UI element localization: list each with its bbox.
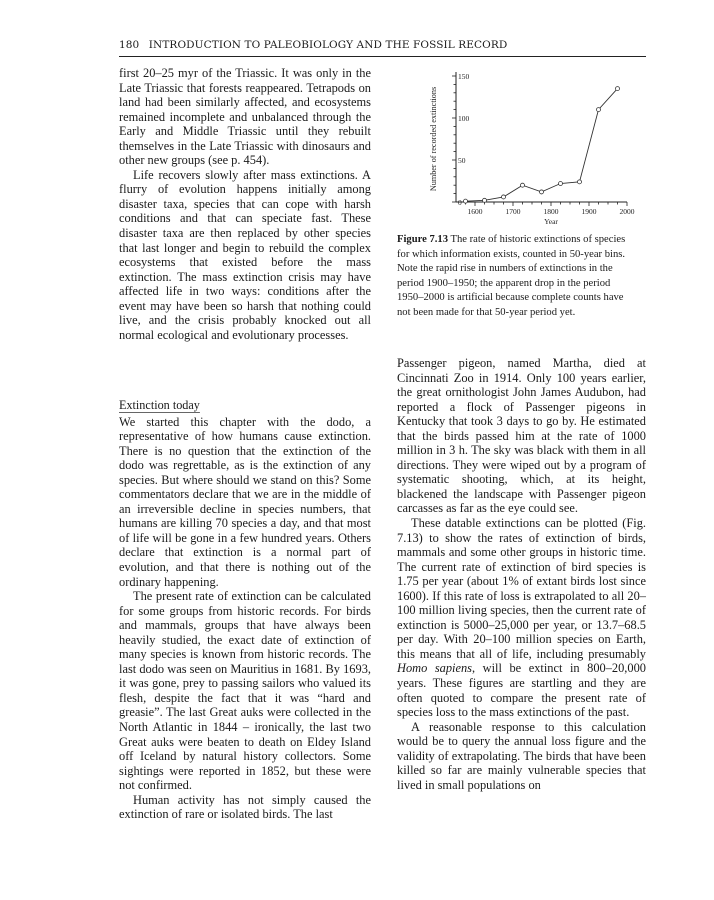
x-tick-label: 1700: [505, 207, 521, 216]
data-point: [559, 182, 563, 186]
y-tick-label: 50: [458, 156, 466, 165]
paragraph: first 20–25 myr of the Triassic. It was only in the Late Triassic that forests reappeared. Tetrapods on land had been similarly affected, and ecosystems remained incomplete and unbalanced through the Early and Middle Triassic until they rebuilt themselves in the Late Triassic with dinosaurs and other new groups (see p. 454).: [119, 66, 371, 168]
left-column-top: [119, 66, 371, 342]
paragraph: The present rate of extinction can be calculated for some groups from historic records. For birds and mammals, groups that have always been heavily studied, the exact date of extinction of many species is known from historic records. The last dodo was seen on Mauritius in 1681. By 1693, it was gone, prey to passing sailors who valued its flesh, despite the fact that it was “hard and greasie”. The last Great auks were collected in the North Atlantic in 1844 – ironically, the last two Great auks were beaten to death on Eldey Island off Iceland by natural history collectors. Some sightings were reported in 1852, but these were not confirmed.: [119, 589, 371, 793]
data-point: [464, 199, 468, 203]
x-tick-label: 1600: [467, 207, 483, 216]
section-heading: Extinction today: [119, 398, 200, 412]
page-number: 180: [119, 39, 140, 51]
x-axis-label: Year: [544, 217, 558, 226]
italic-species-name: Homo sapiens: [397, 661, 472, 676]
paragraph-text: These datable extinctions can be plotted (Fig. 7.13) to show the rates of extinction of birds, mammals and some other groups in historic time. The current rate of extinction of bird species is 1.75 per year (about 1% of extant birds lost since 1600). If this rate of loss is extrapolated to all 20–100 million living species, then the current rate of extinction is 5000–25,000 per year, or 13.7–68.5 per day. With 20–100 million species on Earth, this means that all of life, including presumably: [397, 516, 646, 661]
data-point: [502, 195, 506, 199]
y-tick-label: 0: [458, 198, 462, 207]
y-tick-label: 150: [458, 72, 470, 81]
series-line: [466, 89, 618, 202]
x-tick-label: 2000: [619, 207, 635, 216]
paragraph: We started this chapter with the dodo, a representative of how humans cause extinction. There is no question that the extinction of the dodo was regrettable, as is the extinction of any species. But where should we stand on this? Some commentators declare that we are in the middle of an irreversible decline in species numbers, that humans are killing 70 species a day, and that most of life will be gone in a few hundred years. Others declare that extinction is a normal part of evolution, and that there is nothing out of the ordinary happening.: [119, 414, 371, 589]
data-point: [597, 108, 601, 112]
paragraph-text: , will be extinct in 800–20,000 years. These figures are startling and they are often quoted to compare the present rate of species loss to the mass extinctions of the past.: [397, 661, 646, 720]
header-rule: [119, 56, 646, 57]
chart-svg: [427, 66, 635, 226]
data-point: [540, 190, 544, 194]
figure-caption: [397, 233, 639, 321]
right-column: [397, 356, 646, 792]
paragraph: Passenger pigeon, named Martha, died at Cincinnati Zoo in 1914. Only 100 years earlier, the great ornithologist John James Audubon, had reported a flock of Passenger pigeons in Kentucky that took 3 days to go by. He estimated that the birds passed him at the rate of 1000 million in 3 h. The sky was black with them in all directions. They were wiped out by a program of systematic shooting, which, at its height, blackened the landscape with Passenger pigeon carcasses as far as the eye could see.: [397, 356, 646, 516]
extinction-chart: [427, 66, 635, 226]
paragraph: Human activity has not simply caused the extinction of rare or isolated birds. The last: [119, 792, 371, 822]
running-title: INTRODUCTION TO PALEOBIOLOGY AND THE FOSSIL RECORD: [148, 39, 508, 51]
running-header: [119, 39, 646, 51]
figure-caption-text: The rate of historic extinctions of species for which information exists, counted in 50-year bins. Note the rapid rise in numbers of extinctions in the period 1900–1950; the apparent drop in the period 1950–2000 is artificial because complete counts have not been made for that 50-year period yet.: [397, 234, 626, 318]
y-axis-label: Number of recorded extinctions: [429, 86, 438, 192]
left-column-section: [119, 398, 371, 822]
x-tick-label: 1800: [543, 207, 559, 216]
paragraph: [397, 516, 646, 720]
y-tick-label: 100: [458, 114, 470, 123]
figure-label: Figure 7.13: [397, 234, 449, 245]
data-point: [578, 180, 582, 184]
paragraph: A reasonable response to this calculation would be to query the annual loss figure and the validity of extrapolating. The birds that have been killed so far are mainly vulnerable species that lived in small populations on: [397, 719, 646, 792]
x-tick-label: 1900: [581, 207, 597, 216]
data-point: [616, 87, 620, 91]
data-point: [483, 198, 487, 202]
paragraph: Life recovers slowly after mass extinctions. A flurry of evolution happens initially among disaster taxa, species that can cope with harsh conditions and that can speciate fast. These disaster taxa are then replaced by other species that last longer and begin to rebuild the complex ecosystems that existed before the mass extinction. The mass extinction crisis may have affected life in two ways: conditions after the event may have been so harsh that nothing could live, and the crisis probably knocked out all normal ecological and evolutionary processes.: [119, 167, 371, 342]
data-point: [521, 183, 525, 187]
